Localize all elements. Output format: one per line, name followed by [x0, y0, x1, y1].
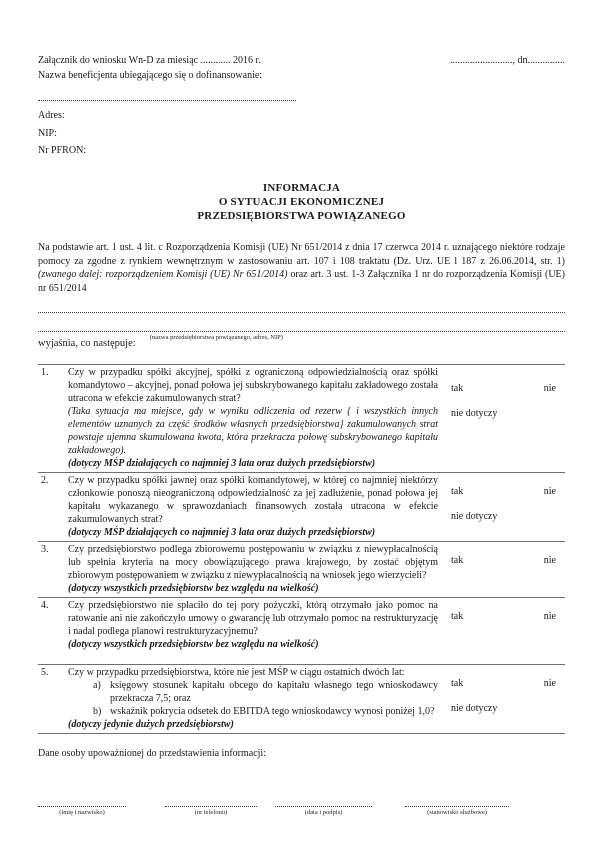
question-2-option-no: nie [543, 486, 556, 497]
question-3-scope: (dotyczy wszystkich przedsiębiorstw bez względu na wielkość) [68, 583, 319, 594]
title-line-2: O SYTUACJI EKONOMICZNEJ [218, 196, 385, 208]
signature-name-fill-line [38, 797, 126, 807]
question-5-marker-a: a) [93, 680, 101, 691]
question-2-option-yes: tak [451, 486, 464, 497]
question-2-answers [438, 474, 565, 539]
question-3-answers [438, 543, 565, 595]
legal-basis-part1: Na podstawie art. 1 ust. 4 lit. c Rozporządzenia Komisji (UE) Nr 651/2014 z dnia 17 czerwca 2014 r. uznającego niektóre rodzaje pomocy za zgodne z rynkiem wewnętrznym w zastosowaniu art. 107 i 108 traktatu (Dz. Urz. UE l 187 z 26.06.2014, str. 1) [38, 242, 565, 267]
question-5-scope: (dotyczy jedynie dużych przedsiębiorstw) [68, 719, 234, 730]
question-3-number: 3. [41, 544, 49, 555]
question-1-number: 1. [41, 367, 49, 378]
question-row-5 [38, 665, 565, 734]
title-line-3: PRZEDSIĘBIORSTWA POWIĄZANEGO [197, 210, 406, 222]
question-5-body [68, 666, 438, 731]
signature-field-name [38, 797, 126, 816]
question-5-subitem-b [93, 705, 438, 718]
question-row-4 [38, 598, 565, 665]
question-1-note: (Taka sytuacja ma miejsce, gdy w wyniku odliczenia od rezerw { i wszystkich innych elementów uznanych za część środków własnych przedsiębiorstwa} zakumulowanych strat powstaje ujemna skumulowana kwota, która przekracza połowę subskrybowanego kapitału zakładowego). [68, 406, 438, 456]
document-title [38, 181, 565, 223]
question-row-1 [38, 365, 565, 473]
signature-phone-caption: (nr telefonu) [194, 809, 228, 816]
question-5-marker-b: b) [93, 706, 102, 717]
question-3-option-yes: tak [451, 555, 464, 566]
question-5-option-no: nie [543, 678, 556, 689]
question-row-3 [38, 542, 565, 598]
question-5-option-not-applicable: nie dotyczy [451, 703, 498, 714]
nip-label: NIP: [38, 128, 57, 139]
question-1-body [68, 366, 438, 470]
question-5-answers [438, 666, 565, 731]
signature-date-caption: (data i podpis) [304, 809, 343, 816]
pfron-number-label: Nr PFRON: [38, 145, 87, 156]
place-date-line: ........................., dn............... [450, 55, 565, 66]
signature-date-fill-line [275, 797, 372, 807]
question-4-scope: (dotyczy wszystkich przedsiębiorstw bez względu na wielkość) [68, 639, 319, 650]
question-5-option-yes: tak [451, 678, 464, 689]
question-1-answers [438, 366, 565, 470]
legal-basis-paragraph [38, 241, 565, 295]
question-3-text: Czy przedsiębiorstwo podlega zbiorowemu postępowaniu w związku z niewypłacalnością lub spełnia kryteria na mocy obowiązującego prawa krajowego, by zostać objętym zbiorowym postępowaniem w związku z niewypłacalnością na wniosek jego wierzycieli? [68, 544, 438, 581]
question-4-option-yes: tak [451, 611, 464, 622]
question-2-text: Czy w przypadku spółki jawnej oraz spółki komandytowej, w której co najmniej niektórzy członkowie ponoszą nieograniczoną odpowiedzialność za jej zadłużenie, ponad połowa jej kapitału wykazanego w sprawozdaniach finansowych została utracona w efekcie zakumulowanych strat? [68, 475, 438, 525]
question-1-option-no: nie [543, 383, 556, 394]
question-3-body [68, 543, 438, 595]
question-2-number: 2. [41, 475, 49, 486]
beneficiary-fill-line [38, 89, 296, 101]
signature-field-phone [165, 797, 257, 816]
company-fill-line-1 [38, 311, 565, 313]
title-line-1: INFORMACJA [262, 182, 341, 194]
question-4-answers [438, 599, 565, 662]
signature-field-position [405, 797, 509, 816]
signature-row [38, 797, 565, 816]
signature-phone-fill-line [165, 797, 257, 807]
authorized-person-label: Dane osoby upoważnionej do przedstawienia informacji: [38, 748, 266, 759]
question-4-body [68, 599, 438, 662]
legal-basis-italic: (zwanego dalej: rozporządzeniem Komisji (UE) Nr 651/2014) [38, 269, 288, 280]
question-5-text-b: wskaźnik pokrycia odsetek do EBITDA tego wnioskodawcy wynosi poniżej 1,0? [110, 706, 435, 717]
signature-position-fill-line [405, 797, 509, 807]
signature-name-caption: (imię i nazwisko) [59, 809, 105, 816]
question-1-text: Czy w przypadku spółki akcyjnej, spółki z ograniczoną odpowiedzialnością oraz spółki komandytowo – akcyjnej, ponad połowa jej subskrybowanego kapitału zakładowego została utracona w efekcie zakumulowanych strat? [68, 367, 438, 404]
attachment-line: Załącznik do wniosku Wn-D za miesiąc ............ 2016 r. [38, 55, 261, 66]
declaration-row [38, 333, 565, 349]
question-2-option-not-applicable: nie dotyczy [451, 511, 498, 522]
address-label: Adres: [38, 110, 65, 121]
beneficiary-label: Nazwa beneficjenta ubiegającego się o dofinansowanie: [38, 70, 263, 81]
question-5-text-a: księgowy stosunek kapitału obcego do kapitału własnego tego wnioskodawcy przekracza 7,5; oraz [110, 680, 438, 704]
questions-table [38, 364, 565, 734]
company-fill-line-2 [38, 330, 565, 332]
question-1-option-not-applicable: nie dotyczy [451, 408, 498, 419]
question-1-scope: (dotyczy MŚP działających co najmniej 3 lata oraz dużych przedsiębiorstw) [68, 458, 376, 469]
question-1-option-yes: tak [451, 383, 464, 394]
question-3-option-no: nie [543, 555, 556, 566]
declaration-label: wyjaśnia, co następuje: [38, 338, 136, 349]
question-4-option-no: nie [543, 611, 556, 622]
question-4-text: Czy przedsiębiorstwo nie spłaciło do tej pory pożyczki, którą otrzymało jako pomoc na ratowanie ani nie zakończyło umowy o gwarancję lub otrzymało pomoc na restrukturyzację i nadal podlega planowi restrukturyzacyjnemu? [68, 600, 438, 637]
question-5-intro: Czy w przypadku przedsiębiorstwa, które nie jest MŚP w ciągu ostatnich dwóch lat: [68, 667, 405, 678]
question-2-body [68, 474, 438, 539]
signature-position-caption: (stanowisko służbowe) [427, 809, 487, 816]
question-5-number: 5. [41, 667, 49, 678]
question-row-2 [38, 473, 565, 542]
document-header [38, 54, 565, 67]
signature-field-date [275, 797, 372, 816]
question-4-number: 4. [41, 600, 49, 611]
legal-basis-part2: oraz art. 3 ust. 1-3 Załącznika 1 nr do rozporządzenia Komisji (UE) nr 651/2014 [38, 269, 565, 294]
company-line-caption: (nazwa przedsiębiorstwa powiązanego, adres, NIP) [149, 334, 283, 341]
question-5-subitem-a [93, 679, 438, 705]
question-2-scope: (dotyczy MŚP działających co najmniej 3 lata oraz dużych przedsiębiorstw) [68, 527, 376, 538]
